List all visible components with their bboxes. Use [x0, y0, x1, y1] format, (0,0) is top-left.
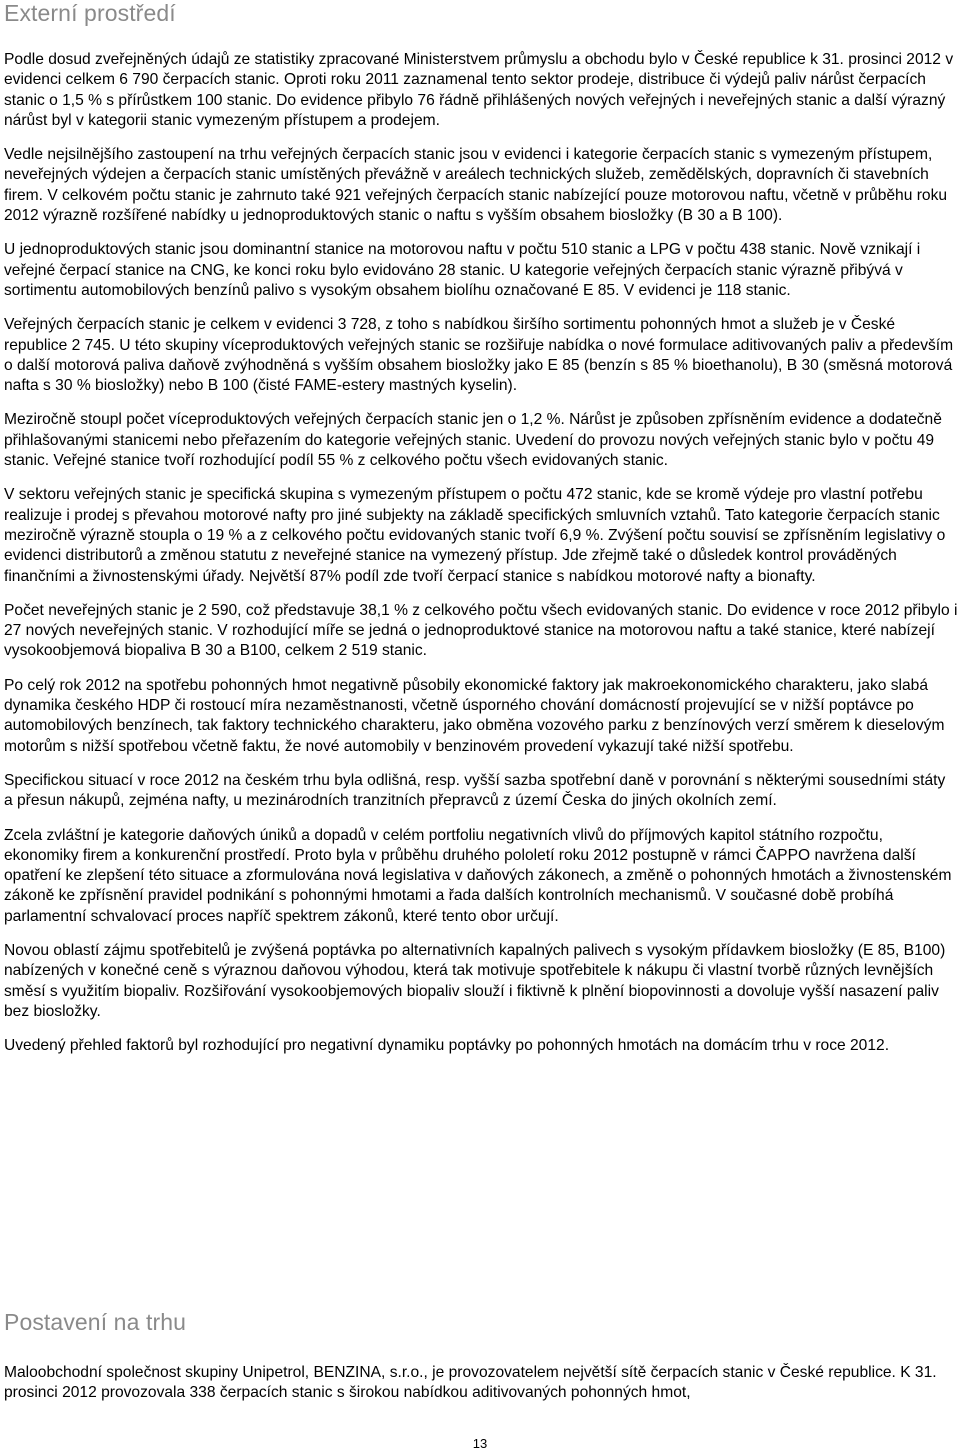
- section-body-external: [4, 50, 958, 1070]
- paragraph-tax-evasion: Zcela zvláštní je kategorie daňových úniků a dopadů v celém portfoliu negativních vlivů do příjmových kapitol státního rozpočtu, ekonomiky firem a konkurenční prostředí. Proto byla v průběhu druhého pololetí roku 2012 postupně v rámci ČAPPO navržena další opatření ke zlepšení této situace a zformulována nová legislativa v daňových zákonech, a změně o pohonných hmotách a živnostenském zákoně ke zpřísnění pravidel podnikání s pohonnými hmotami a řada dalších kontrolních mechanismů. V současné době probíhá parlamentní schvalovací proces napříč spektrem zákonů, které tento obor určují.: [4, 826, 952, 925]
- paragraph-alternative-fuels: Novou oblastí zájmu spotřebitelů je zvýšená poptávka po alternativních kapalných palivech s vysokým přídavkem biosložky (E 85, B100) nabízených v konečné ceně s výraznou daňovou výhodou, která tak motivuje spotřebitele k nákupu či vlastní tvorbě různých levnějších směsí s využitím biopaliv. Rozšiřování vysokoobjemových biopaliv slouží i fiktivně k plnění biopovinnosti a dovoluje vyšší nasazení paliv bez biosložky.: [4, 941, 946, 1020]
- section-heading-market-position: Postavení na trhu: [4, 1309, 186, 1335]
- paragraph-year-on-year-growth: Meziročně stoupl počet víceproduktových veřejných čerpacích stanic jen o 1,2 %. Nárůst je způsoben zpřísněním evidence a dodatečně přihlašovanými stanicemi nebo přeřazením do kategorie veřejných stanic. Uvedení do provozu nových veřejných stanic bylo v počtu 49 stanic. Veřejné stanice tvoří rozhodující podíl 55 % z celkového počtu všech evidovaných stanic.: [4, 411, 942, 470]
- paragraph-station-categories: Vedle nejsilnějšího zastoupení na trhu veřejných čerpacích stanic jsou v evidenci i kategorie čerpacích stanic s vymezeným přístupem, neveřejných výdejen a čerpacích stanic umístěných převážně v areálech technických služeb, zemědělských, dopravních či stavebních firem. V celkovém počtu stanic je zahrnuto také 921 veřejných čerpacích stanic nabízející pouze motorovou naftu, včetně v průběhu roku 2012 výrazně rozšířené nabídky u jednoproduktových stanic o naftu s vyšším obsahem biosložky (B 30 a B 100).: [4, 146, 948, 225]
- paragraph-excise-tax-situation: Specifickou situací v roce 2012 na českém trhu byla odlišná, resp. vyšší sazba spotřební daně v porovnání s některými sousedními státy a přesun nákupů, zejména nafty, u mezinárodních tranzitních přepravců z území Česka do jiných okolních zemí.: [4, 771, 946, 810]
- section-heading-external: Externí prostředí: [4, 0, 176, 26]
- page-number: 13: [472, 1436, 488, 1451]
- section-body-market-position: [4, 1363, 958, 1404]
- paragraph-single-product-stations: U jednoproduktových stanic jsou dominantní stanice na motorovou naftu v počtu 510 stanic a LPG v počtu 438 stanic. Nově vznikají i veřejné čerpací stanice na CNG, ke konci roku bylo evidováno 28 stanic. U kategorie veřejných čerpacích stanic výrazně přibývá v sortimentu automobilových benzínů palivo s vysokým obsahem biolíhu označované E 85. V evidenci je 118 stanic.: [4, 241, 921, 299]
- paragraph-economic-factors: Po celý rok 2012 na spotřebu pohonných hmot negativně působily ekonomické faktory jak makroekonomického charakteru, jako slabá dynamika českého HDP či rostoucí míra nezaměstnanosti, včetně úsporného chování domácností projevující se v nižší poptávce po automobilových benzínech, tak faktory technického charakteru, jako obměna vozového parku z benzínových verzí směrem k dieselovým motorům s nižší spotřebou včetně faktu, že nové automobily v benzinovém provedení vykazují také nižší spotřebu.: [4, 676, 945, 755]
- paragraph-non-public-stations: Počet neveřejných stanic je 2 590, což představuje 38,1 % z celkového počtu všech evidovaných stanic. Do evidence v roce 2012 přibylo i 27 nových neveřejných stanic. V rozhodující míře se jedná o jednoproduktové stanice na motorovou naftu a také stanice, které nabízejí vysokoobjemová biopaliva B 30 a B100, celkem 2 519 stanic.: [4, 601, 958, 660]
- paragraph-summary: Uvedený přehled faktorů byl rozhodující pro negativní dynamiku poptávky po pohonných hmotách na domácím trhu v roce 2012.: [4, 1037, 890, 1055]
- paragraph-restricted-access-stations: V sektoru veřejných stanic je specifická skupina s vymezeným přístupem o počtu 472 stanic, kde se kromě výdeje pro vlastní potřebu realizuje i prodej s převahou motorové nafty pro jiné subjekty na základě specifických smluvních vztahů. Tato kategorie čerpacích stanic meziročně výrazně stoupla o 19 % a z celkového počtu evidovaných stanic tvoří 6,9 %. Zvýšení počtu souvisí se zpřísněním legislativy o evidenci distributorů a změnou statutu z neveřejné stanice na vymezený přístup. Jde zřejmě také o důsledek kontrol prováděných finančními a živnostenskými úřady. Největší 87% podíl zde tvoří čerpací stanice s nabídkou motorové nafty a bionafty.: [4, 486, 946, 585]
- paragraph-benzina-network: Maloobchodní společnost skupiny Unipetrol, BENZINA, s.r.o., je provozovatelem největší sítě čerpacích stanic v České republice. K 31. prosinci 2012 provozovala 338 čerpacích stanic s širokou nabídkou aditivovaných pohonných hmot,: [4, 1364, 937, 1402]
- paragraph-station-statistics: Podle dosud zveřejněných údajů ze statistiky zpracované Ministerstvem průmyslu a obchodu bylo v České republice k 31. prosinci 2012 v evidenci celkem 6 790 čerpacích stanic. Oproti roku 2011 zaznamenal tento sektor prodeje, distribuce či výdejů paliv nárůst čerpacích stanic o 1,5 % s přírůstkem 100 stanic. Do evidence přibylo 76 řádně přihlášených nových veřejných i neveřejných stanic a další výrazný nárůst byl v kategorii stanic vymezeným přístupem a prodejem.: [4, 51, 954, 129]
- paragraph-public-stations: Veřejných čerpacích stanic je celkem v evidenci 3 728, z toho s nabídkou širšího sortimentu pohonných hmot a služeb je v České republice 2 745. U této skupiny víceproduktových veřejných stanic se rozšiřuje nabídka o nové formulace aditivovaných paliv a především o další motorová paliva daňově zvýhodněná s vyšším obsahem biosložky jako E 85 (benzín s 85 % bioethanolu), B 30 (směsná motorová nafta s 30 % biosložky) nebo B 100 (čisté FAME-estery mastných kyselin).: [4, 316, 954, 395]
